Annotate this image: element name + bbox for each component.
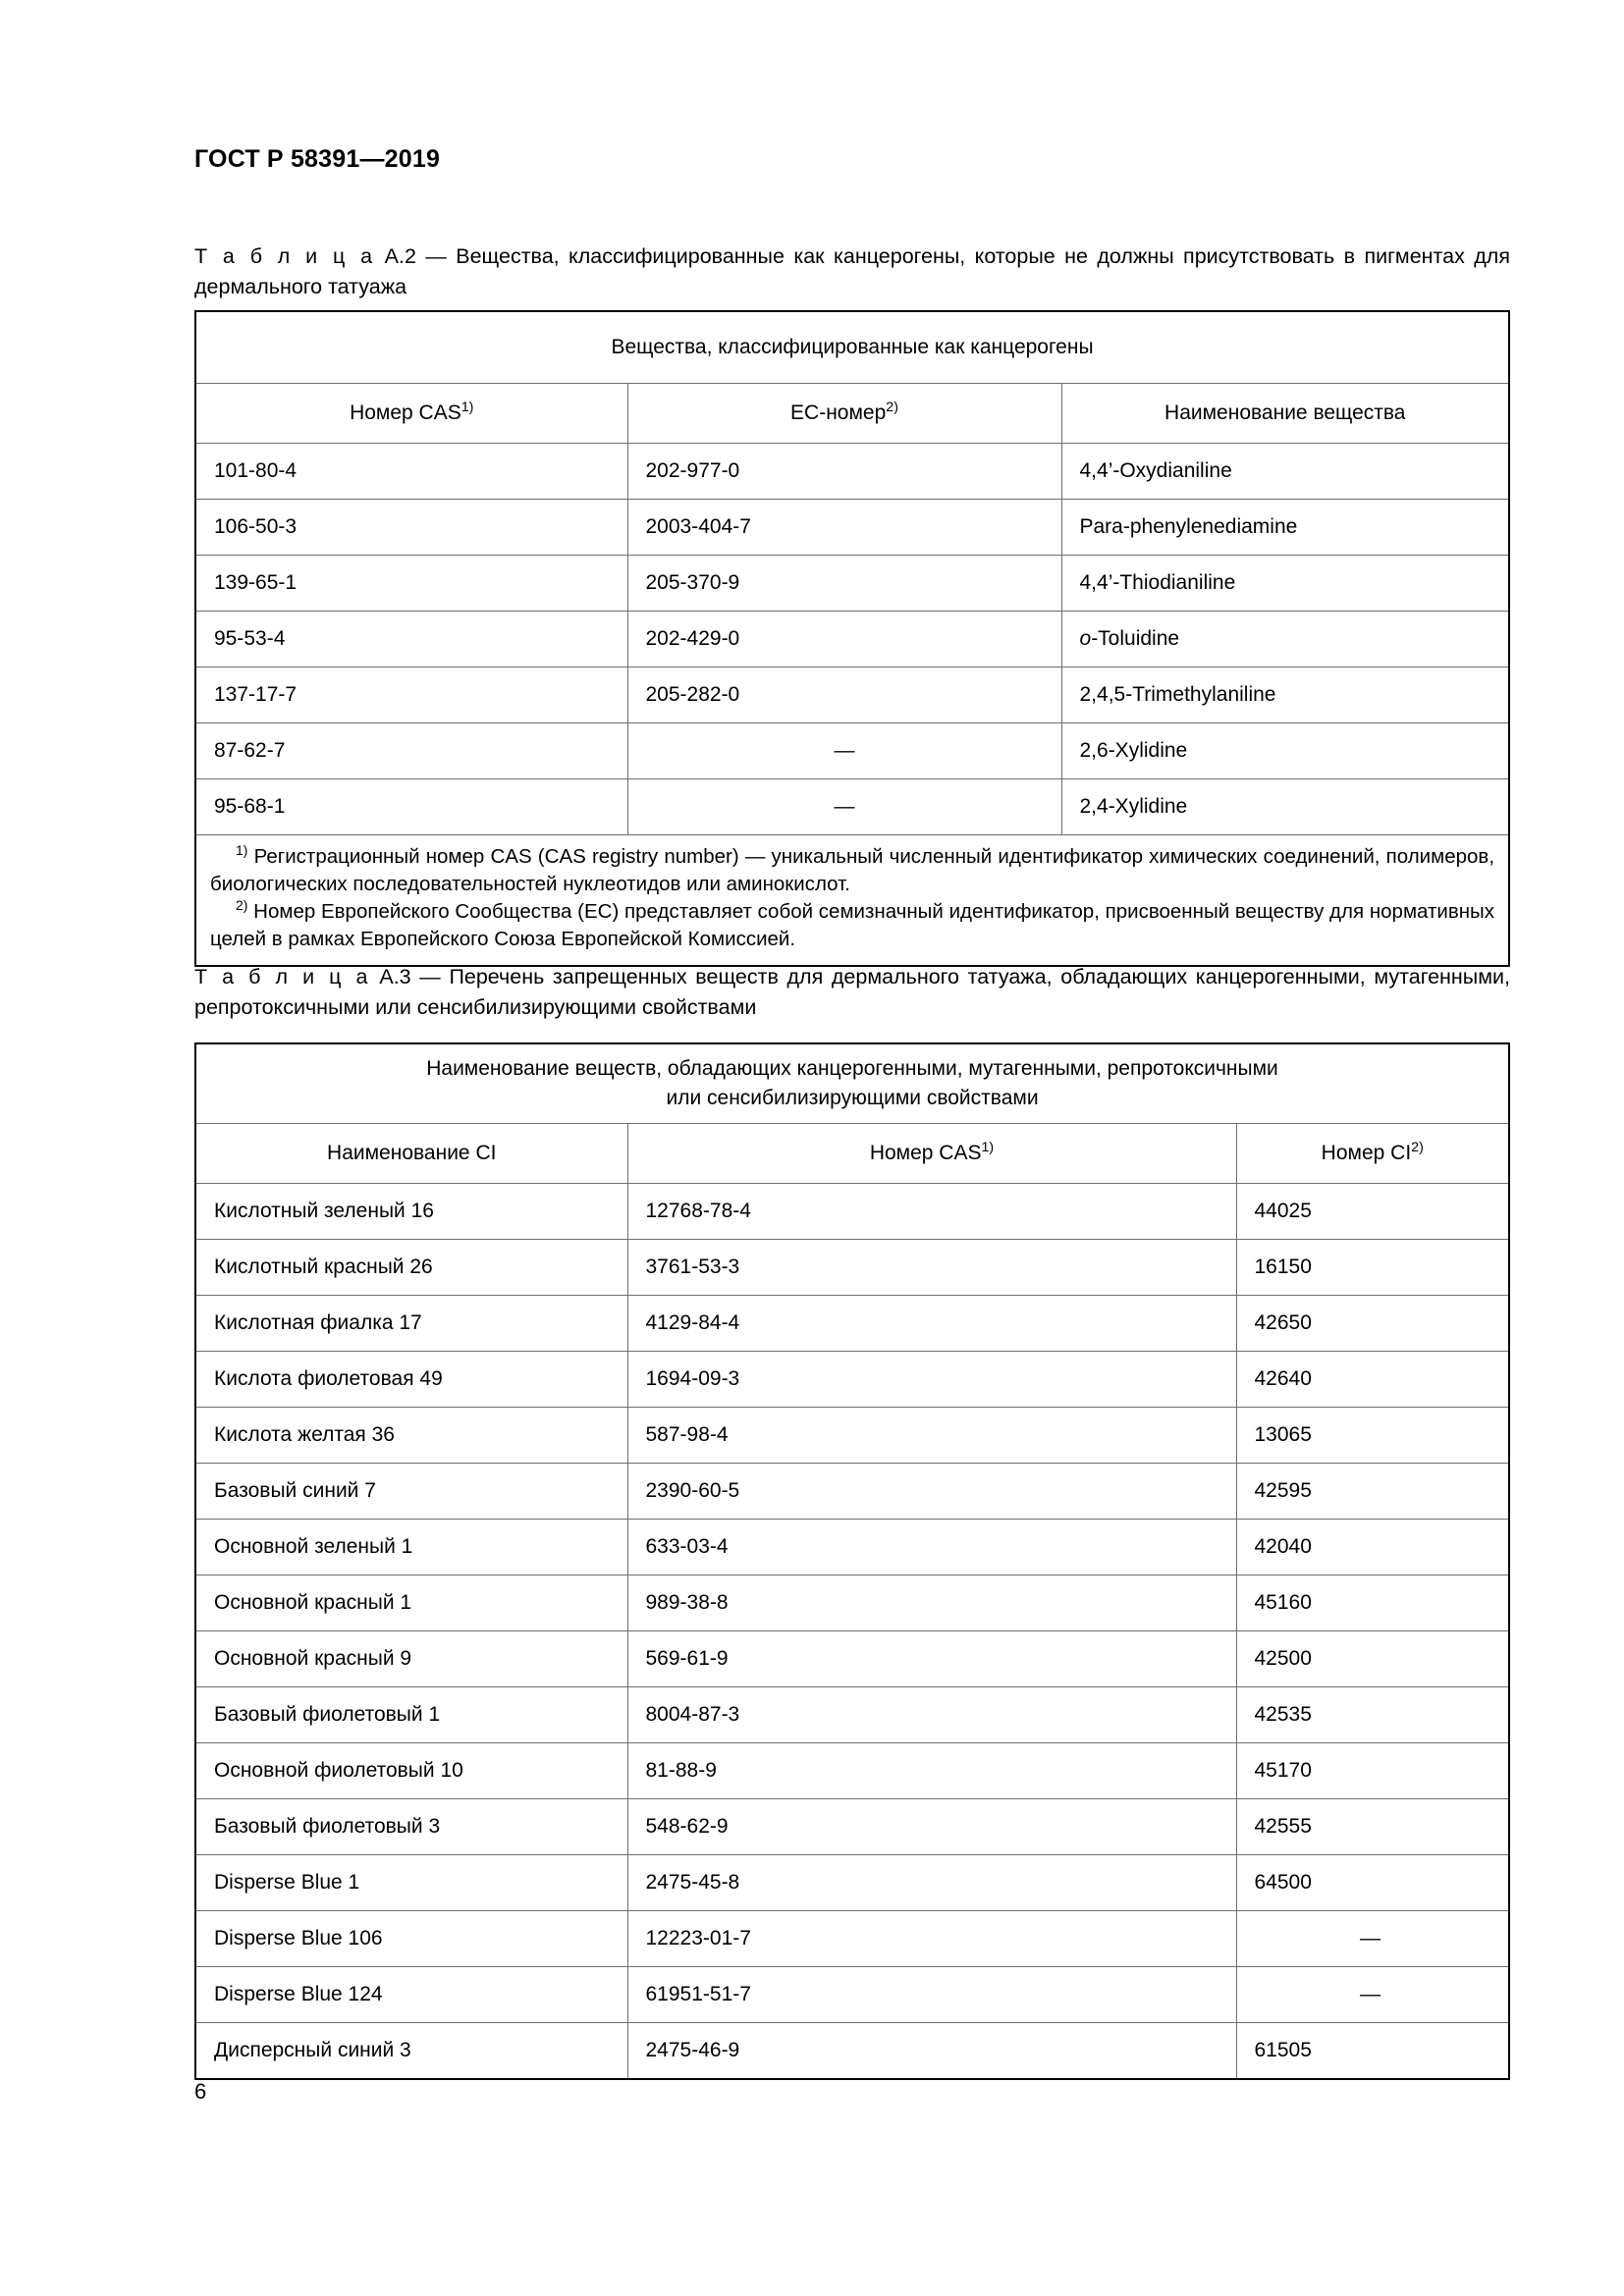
table-row bbox=[195, 1855, 1509, 1911]
table-a2-span-header-row bbox=[195, 311, 1509, 384]
table-a3-cell-ci-number: 64500 bbox=[1236, 1855, 1509, 1911]
table-a2-column-header-row bbox=[195, 384, 1509, 444]
table-a3-cell-ci-number: 42555 bbox=[1236, 1799, 1509, 1855]
table-a3-col-cas-label: Номер CAS bbox=[869, 1142, 982, 1164]
table-a2-cell-ec: — bbox=[627, 779, 1061, 835]
table-a2-cell-name: 2,6-Xylidine bbox=[1061, 723, 1509, 779]
table-a3-span-header-row bbox=[195, 1043, 1509, 1124]
table-a2-cell-ec: 202-429-0 bbox=[627, 612, 1061, 667]
table-a2-cell-name-rest: -Toluidine bbox=[1091, 627, 1180, 650]
footnote-1 bbox=[210, 843, 1494, 898]
table-a3-cell-cas: 989-38-8 bbox=[627, 1575, 1236, 1631]
table-a2-caption-label: Т а б л и ц а bbox=[194, 244, 376, 268]
table-a3-cell-cas: 569-61-9 bbox=[627, 1631, 1236, 1687]
table-row bbox=[195, 612, 1509, 667]
table-a3-span-header-line2: или сенсибилизирующими свойствами bbox=[666, 1087, 1039, 1109]
table-a3-cell-cas: 61951-51-7 bbox=[627, 1967, 1236, 2023]
table-a2-cell-cas: 137-17-7 bbox=[195, 667, 627, 723]
table-a3-col-ci-name: Наименование CI bbox=[195, 1124, 627, 1184]
table-a2-span-header: Вещества, классифицированные как канцерогены bbox=[195, 311, 1509, 384]
table-a3-cell-ci-number: 61505 bbox=[1236, 2023, 1509, 2080]
footnote-2 bbox=[210, 898, 1494, 953]
table-a3-cell-cas: 2475-46-9 bbox=[627, 2023, 1236, 2080]
table-a3-cell-ci-name: Кислотный красный 26 bbox=[195, 1240, 627, 1296]
table-row bbox=[195, 1799, 1509, 1855]
table-a3-col-ci-number bbox=[1236, 1124, 1509, 1184]
table-a3-cell-ci-name: Базовый фиолетовый 3 bbox=[195, 1799, 627, 1855]
table-a2-cell-name: 4,4’-Thiodianiline bbox=[1061, 556, 1509, 612]
table-a2-cell-cas: 95-53-4 bbox=[195, 612, 627, 667]
table-a2-cell-ec: 205-282-0 bbox=[627, 667, 1061, 723]
table-a2-cell-cas: 101-80-4 bbox=[195, 444, 627, 500]
table-a3-cell-ci-name: Основной фиолетовый 10 bbox=[195, 1743, 627, 1799]
table-a3-cell-ci-number: 13065 bbox=[1236, 1408, 1509, 1464]
table-a3-col-ci-number-label: Номер CI bbox=[1321, 1142, 1412, 1164]
table-row bbox=[195, 1967, 1509, 2023]
table-row bbox=[195, 779, 1509, 835]
table-a3-cell-ci-number: 42500 bbox=[1236, 1631, 1509, 1687]
table-a3-cell-ci-number: 42040 bbox=[1236, 1520, 1509, 1575]
table-a2-cell-cas: 139-65-1 bbox=[195, 556, 627, 612]
table-a3-cell-ci-name: Кислотный зеленый 16 bbox=[195, 1184, 627, 1240]
table-a2-cell-cas: 106-50-3 bbox=[195, 500, 627, 556]
table-a3-cell-ci-number: 45160 bbox=[1236, 1575, 1509, 1631]
table-a3-span-header-line1: Наименование веществ, обладающих канцерогенными, мутагенными, репротоксичными bbox=[426, 1057, 1278, 1080]
table-row bbox=[195, 1631, 1509, 1687]
table-a2-cell-cas: 87-62-7 bbox=[195, 723, 627, 779]
table-row bbox=[195, 667, 1509, 723]
table-a3-cell-ci-name: Базовый фиолетовый 1 bbox=[195, 1687, 627, 1743]
table-a3-col-cas bbox=[627, 1124, 1236, 1184]
footnote-1-line2: соединений, полимеров, биологических последовательностей нуклеотидов или аминокислот. bbox=[210, 845, 1495, 895]
table-a3-cell-ci-name: Основной красный 9 bbox=[195, 1631, 627, 1687]
page-number: 6 bbox=[194, 2079, 207, 2104]
table-a3-caption bbox=[194, 962, 1510, 1023]
table-a3-caption-number: А.3 bbox=[379, 965, 411, 988]
table-row bbox=[195, 1464, 1509, 1520]
table-a3-cell-ci-number: 16150 bbox=[1236, 1240, 1509, 1296]
table-row bbox=[195, 444, 1509, 500]
table-a2-cell-ec: — bbox=[627, 723, 1061, 779]
table-row bbox=[195, 1520, 1509, 1575]
document-header: ГОСТ Р 58391—2019 bbox=[194, 145, 441, 173]
table-a2-col-ec-label: EC-номер bbox=[790, 401, 887, 424]
table-a2-col-ec-mark: 2) bbox=[886, 400, 898, 415]
table-row bbox=[195, 1743, 1509, 1799]
table-a3-cell-cas: 587-98-4 bbox=[627, 1408, 1236, 1464]
table-row bbox=[195, 1296, 1509, 1352]
table-a2-col-cas-mark: 1) bbox=[460, 400, 474, 415]
table-a2-cell-name bbox=[1061, 612, 1509, 667]
table-row bbox=[195, 500, 1509, 556]
table-a2-caption-number: А.2 bbox=[384, 244, 416, 268]
table-a2-col-cas-label: Номер CAS bbox=[350, 401, 461, 424]
table-a2-caption bbox=[194, 241, 1510, 302]
table-a3-cell-cas: 3761-53-3 bbox=[627, 1240, 1236, 1296]
table-a2-cell-ec: 202-977-0 bbox=[627, 444, 1061, 500]
table-a2-cell-name: 2,4,5-Trimethylaniline bbox=[1061, 667, 1509, 723]
table-a3-cell-cas: 12223-01-7 bbox=[627, 1911, 1236, 1967]
table-a2-col-name: Наименование вещества bbox=[1061, 384, 1509, 444]
table-a3-cell-ci-number: 45170 bbox=[1236, 1743, 1509, 1799]
footnote-2-mark: 2) bbox=[236, 897, 248, 914]
table-a3-column-header-row bbox=[195, 1124, 1509, 1184]
table-a3-cell-ci-name: Disperse Blue 106 bbox=[195, 1911, 627, 1967]
table-a2-cell-name: 2,4-Xylidine bbox=[1061, 779, 1509, 835]
table-row bbox=[195, 1687, 1509, 1743]
table-a3-caption-label: Т а б л и ц а bbox=[194, 965, 371, 988]
table-a3-cell-ci-name: Disperse Blue 1 bbox=[195, 1855, 627, 1911]
table-a3-cell-ci-name: Основной красный 1 bbox=[195, 1575, 627, 1631]
table-a3-cell-ci-name: Дисперсный синий 3 bbox=[195, 2023, 627, 2080]
table-row bbox=[195, 1240, 1509, 1296]
table-a3-col-cas-mark: 1) bbox=[981, 1140, 995, 1155]
table-a3-cell-cas: 1694-09-3 bbox=[627, 1352, 1236, 1408]
table-a3-cell-cas: 12768-78-4 bbox=[627, 1184, 1236, 1240]
table-a2-cell-name: Para-phenylenediamine bbox=[1061, 500, 1509, 556]
table-a3-caption-text: — Перечень запрещенных веществ для дермального татуажа, обладающих канцерогенными, мутагенными, репротоксичными или сенсибилизирующими свойствами bbox=[194, 965, 1510, 1019]
table-a3-cell-ci-number: 44025 bbox=[1236, 1184, 1509, 1240]
table-a3-cell-ci-name: Кислота фиолетовая 49 bbox=[195, 1352, 627, 1408]
table-a2-cell-name: 4,4’-Oxydianiline bbox=[1061, 444, 1509, 500]
table-a3-cell-ci-number: 42595 bbox=[1236, 1464, 1509, 1520]
table-a3-cell-ci-number: 42535 bbox=[1236, 1687, 1509, 1743]
table-a2-cell-name-italic: o bbox=[1079, 627, 1092, 650]
footnote-1-mark: 1) bbox=[236, 842, 248, 859]
table-a3-cell-cas: 8004-87-3 bbox=[627, 1687, 1236, 1743]
table-row bbox=[195, 1575, 1509, 1631]
table-a2-cell-ec: 205-370-9 bbox=[627, 556, 1061, 612]
table-a3-cell-cas: 81-88-9 bbox=[627, 1743, 1236, 1799]
footnote-2-line2: веществу для нормативных целей в рамках Европейского Союза Европейской Комиссией. bbox=[210, 900, 1495, 950]
table-a3-cell-cas: 4129-84-4 bbox=[627, 1296, 1236, 1352]
table-a3-cell-ci-name: Кислотная фиалка 17 bbox=[195, 1296, 627, 1352]
table-row bbox=[195, 1408, 1509, 1464]
table-a3-cell-ci-number: 42650 bbox=[1236, 1296, 1509, 1352]
table-a2-footnotes bbox=[195, 835, 1509, 967]
table-a2 bbox=[194, 310, 1510, 967]
table-a3-cell-cas: 633-03-4 bbox=[627, 1520, 1236, 1575]
table-row bbox=[195, 1911, 1509, 1967]
table-a3 bbox=[194, 1042, 1510, 2080]
footnote-2-line1: Номер Европейского Сообщества (ЕС) представляет собой семизначный идентификатор, присвоенный bbox=[253, 900, 1230, 923]
table-a3-cell-ci-name: Базовый синий 7 bbox=[195, 1464, 627, 1520]
table-a3-cell-ci-name: Кислота желтая 36 bbox=[195, 1408, 627, 1464]
table-row bbox=[195, 2023, 1509, 2080]
table-a2-footnote-row bbox=[195, 835, 1509, 967]
table-row bbox=[195, 1352, 1509, 1408]
table-a2-cell-cas: 95-68-1 bbox=[195, 779, 627, 835]
table-a2-col-ec bbox=[627, 384, 1061, 444]
table-a3-cell-ci-name: Disperse Blue 124 bbox=[195, 1967, 627, 2023]
table-row bbox=[195, 556, 1509, 612]
table-a3-cell-cas: 2390-60-5 bbox=[627, 1464, 1236, 1520]
table-a3-cell-ci-number: — bbox=[1236, 1911, 1509, 1967]
table-a3-col-ci-number-mark: 2) bbox=[1411, 1140, 1424, 1155]
table-a3-cell-ci-number: 42640 bbox=[1236, 1352, 1509, 1408]
table-row bbox=[195, 723, 1509, 779]
table-a3-span-header bbox=[195, 1043, 1509, 1124]
table-a3-cell-cas: 2475-45-8 bbox=[627, 1855, 1236, 1911]
table-a3-cell-cas: 548-62-9 bbox=[627, 1799, 1236, 1855]
table-a3-cell-ci-name: Основной зеленый 1 bbox=[195, 1520, 627, 1575]
table-a3-cell-ci-number: — bbox=[1236, 1967, 1509, 2023]
table-row bbox=[195, 1184, 1509, 1240]
footnote-1-line1: Регистрационный номер CAS (CAS registry number) — уникальный численный идентификатор химических bbox=[253, 845, 1258, 868]
table-a2-col-cas bbox=[195, 384, 627, 444]
table-a2-caption-text: — Вещества, классифицированные как канцерогены, которые не должны присутствовать в пигментах для дермального татуажа bbox=[194, 244, 1510, 298]
table-a2-cell-ec: 2003-404-7 bbox=[627, 500, 1061, 556]
